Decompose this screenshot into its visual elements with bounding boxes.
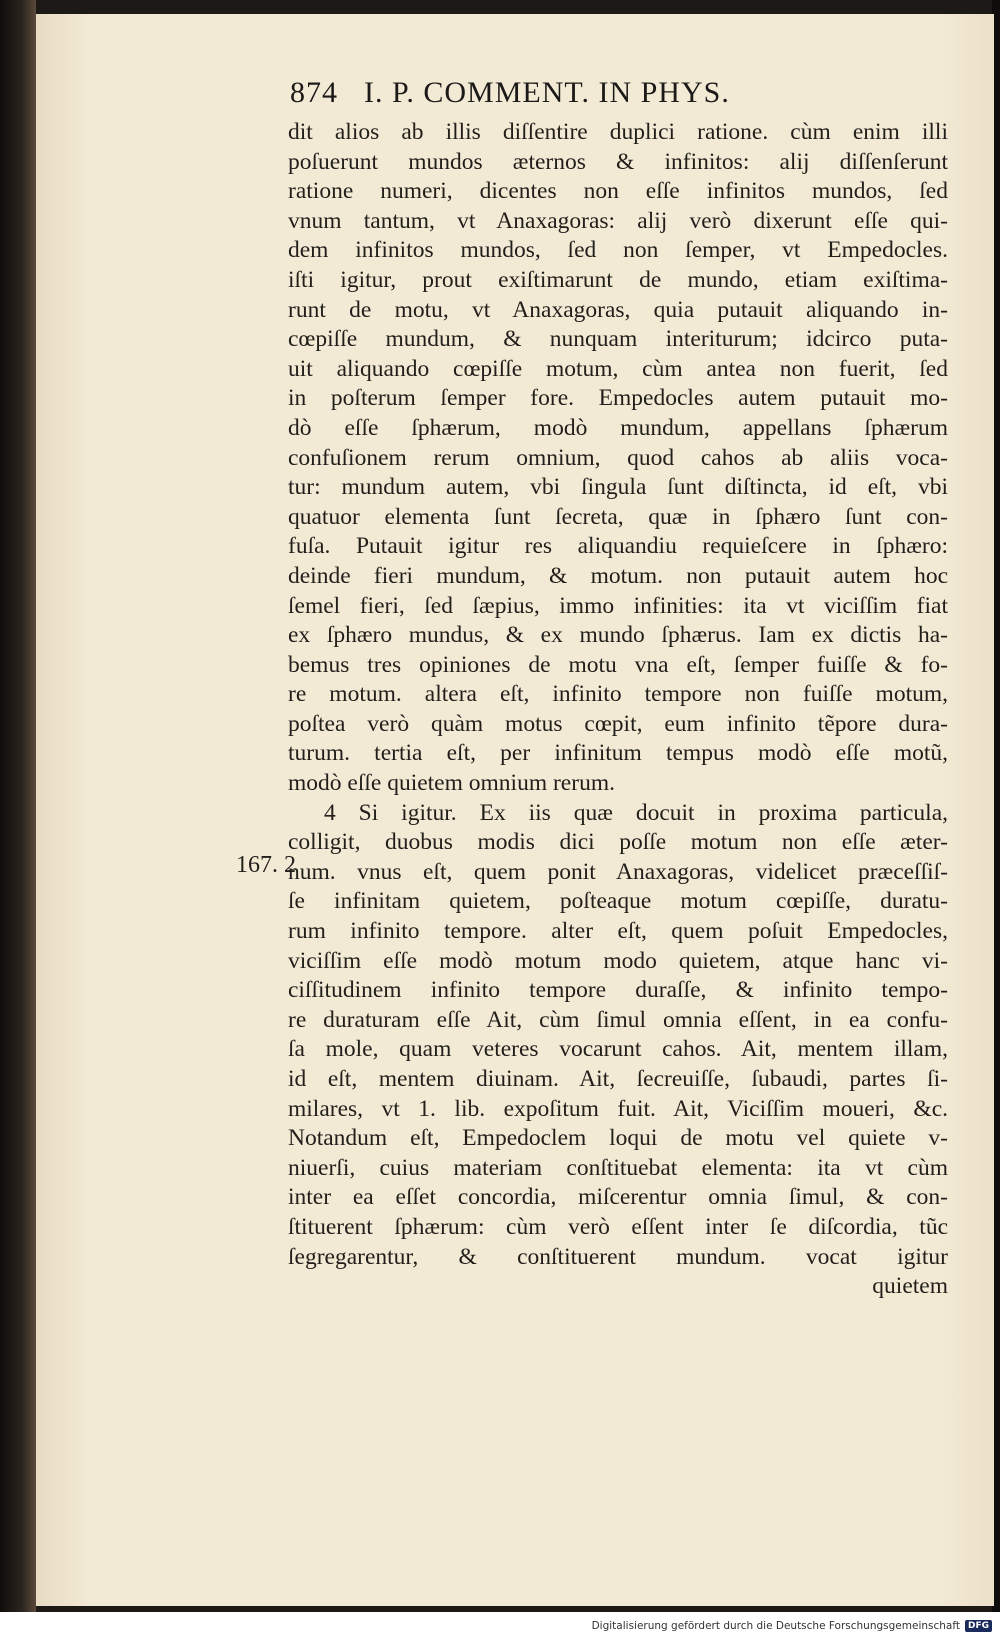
text-line: tur: mundum autem, vbi ſingula ſunt diſtincta, id eſt, vbi: [288, 474, 948, 501]
text-line: id eſt, mentem diuinam. Ait, ſecreuiſſe, ſubaudi, partes ſi-: [288, 1066, 948, 1092]
body-text: [288, 118, 948, 1302]
text-line: rum infinito tempore. alter eſt, quem poſuit Empedocles,: [288, 918, 948, 945]
running-head: [290, 76, 890, 110]
text-line: ratione numeri, dicentes non eſſe infinitos mundos, ſed: [288, 178, 948, 205]
text-line: num. vnus eſt, quem ponit Anaxagoras, videlicet præceſſiſ-: [288, 858, 948, 885]
text-line: ciſſitudinem infinito tempore duraſſe, & infinito tempo-: [288, 977, 948, 1004]
credit-text: Digitalisierung gefördert durch die Deutsche Forschungsgemeinschaft: [591, 1620, 960, 1632]
text-line: deinde fieri mundum, & motum. non putauit autem hoc: [288, 562, 948, 589]
text-line: poſtea verò quàm motus cœpit, eum infinito tẽpore dura-: [288, 710, 948, 737]
text-line: uit aliquando cœpiſſe motum, cùm antea non fuerit, ſed: [288, 355, 948, 382]
digitization-credit: [592, 1620, 992, 1632]
text-line: ſa mole, quam veteres vocarunt cahos. Ait, mentem illam,: [288, 1036, 948, 1063]
text-line: viciſſim eſſe modò motum modo quietem, atque hanc vi-: [288, 947, 948, 974]
dfg-logo: DFG: [965, 1620, 992, 1632]
page-number: 874: [290, 76, 338, 109]
text-line: milares, vt 1. lib. expoſitum fuit. Ait, Viciſſim moueri, &c.: [288, 1095, 948, 1122]
text-line: in poſterum ſemper fore. Empedocles autem putauit mo-: [288, 385, 948, 412]
text-line: iſti igitur, prout exiſtimarunt de mundo, etiam exiſtima-: [288, 266, 948, 293]
text-line: 4 Si igitur. Ex iis quæ docuit in proxima particula,: [324, 799, 948, 826]
text-line: re duraturam eſſe Ait, cùm ſimul omnia eſſent, in ea confu-: [288, 1006, 948, 1033]
text-line: ſemel fieri, ſed ſæpius, immo infinities: ita vt viciſſim fiat: [288, 592, 948, 619]
marginal-reference: 167. 2: [236, 852, 296, 878]
text-line: Notandum eſt, Empedoclem loqui de motu vel quiete v-: [288, 1125, 948, 1152]
text-line: quatuor elementa ſunt ſecreta, quæ in ſphæro ſunt con-: [288, 503, 948, 530]
text-line: modò eſſe quietem omnium rerum.: [288, 770, 615, 797]
text-line: ſe infinitam quietem, poſteaque motum cœpiſſe, duratu-: [288, 888, 948, 915]
text-line: dem infinitos mundos, ſed non ſemper, vt Empedocles.: [288, 237, 948, 264]
text-line: confuſionem rerum omnium, quod cahos ab aliis voca-: [288, 444, 948, 471]
text-line: poſuerunt mundos æternos & infinitos: alij diſſenſerunt: [288, 148, 948, 175]
text-line: cœpiſſe mundum, & nunquam interiturum; idcirco puta-: [288, 326, 948, 353]
catchword: quietem: [872, 1273, 948, 1300]
text-line: turum. tertia eſt, per infinitum tempus modò eſſe motũ,: [288, 740, 948, 767]
text-line: colligit, duobus modis dici poſſe motum non eſſe æter-: [288, 829, 948, 856]
text-line: inter ea eſſet concordia, miſcerentur omnia ſimul, & con-: [288, 1184, 948, 1211]
book-spine-shadow: [0, 0, 36, 1612]
text-line: dit alios ab illis diſſentire duplici ratione. cùm enim illi: [288, 119, 948, 145]
text-line: ſtituerent ſphærum: cùm verò eſſent inter ſe diſcordia, tũc: [288, 1213, 948, 1240]
text-line: ſegregarentur, & conſtituerent mundum. vocat igitur: [288, 1243, 948, 1270]
text-line: dò eſſe ſphærum, modò mundum, appellans ſphærum: [288, 414, 948, 441]
text-line: niuerſi, cuius materiam conſtituebat elementa: ita vt cùm: [288, 1154, 948, 1181]
text-line: ex ſphæro mundus, & ex mundo ſphærus. Iam ex dictis ha-: [288, 622, 948, 649]
text-line: fuſa. Putauit igitur res aliquandiu requieſcere in ſphæro:: [288, 533, 948, 560]
running-title: I. P. COMMENT. IN PHYS.: [364, 76, 730, 109]
text-line: re motum. altera eſt, infinito tempore non fuiſſe motum,: [288, 681, 948, 708]
text-line: runt de motu, vt Anaxagoras, quia putauit aliquando in-: [288, 296, 948, 323]
text-line: vnum tantum, vt Anaxagoras: alij verò dixerunt eſſe qui-: [288, 207, 948, 234]
text-line: bemus tres opiniones de motu vna eſt, ſemper fuiſſe & fo-: [288, 651, 948, 678]
